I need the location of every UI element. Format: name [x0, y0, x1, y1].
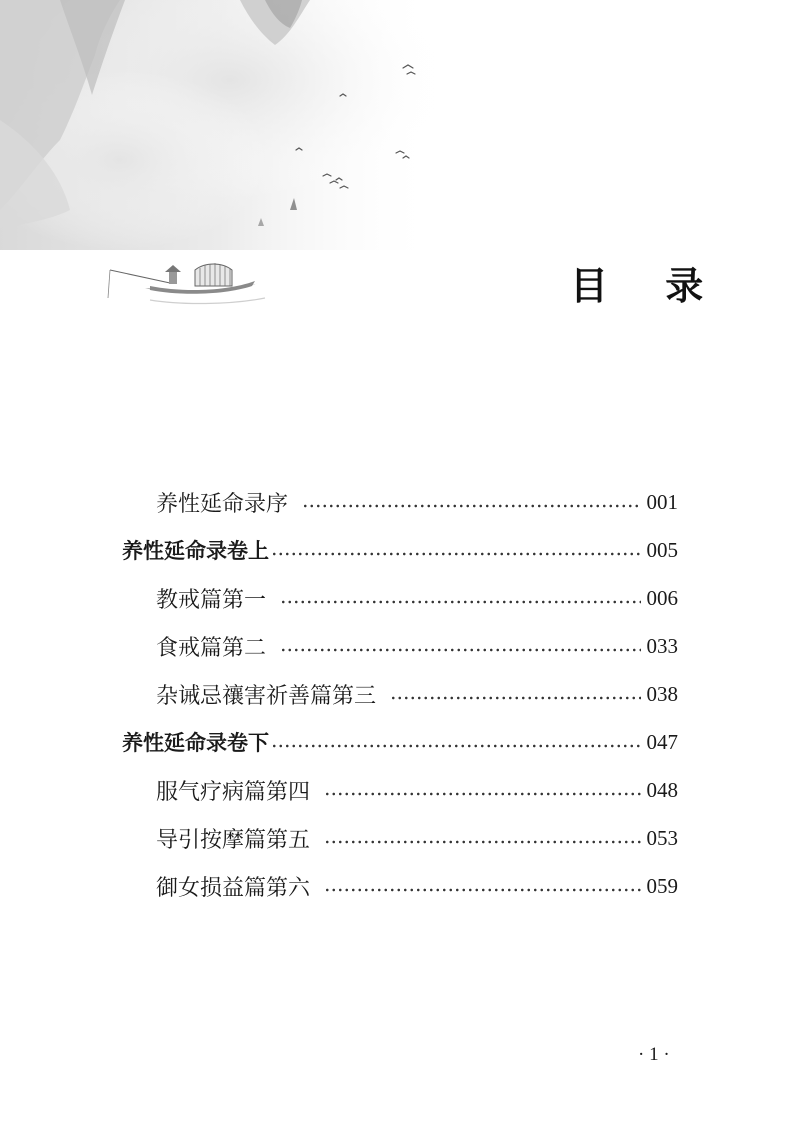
toc-entry-page: 053	[646, 825, 678, 850]
dot-leader	[280, 647, 640, 653]
dot-leader	[271, 551, 641, 557]
dot-leader	[390, 695, 640, 701]
fishing-boat-icon	[108, 263, 265, 304]
toc-entry-label: 食戒篇第二	[156, 635, 267, 661]
toc-entry-chapter-1[interactable]	[156, 574, 678, 622]
toc-entry-page: 006	[646, 585, 678, 610]
ink-landscape-illustration	[0, 0, 470, 320]
toc-entry-page: 059	[646, 873, 678, 898]
dot-leader	[302, 503, 640, 509]
toc-entry-page: 047	[646, 729, 678, 754]
page-title: 目 录	[570, 264, 726, 308]
dot-leader	[271, 743, 641, 749]
dot-leader	[324, 791, 640, 797]
toc-entry-label: 御女损益篇第六	[156, 875, 311, 901]
toc-entry-chapter-6[interactable]	[156, 862, 678, 910]
toc-entry-label: 导引按摩篇第五	[156, 827, 311, 853]
toc-entry-label: 养性延命录卷下	[122, 731, 269, 755]
toc-entry-label: 服气疗病篇第四	[156, 779, 311, 805]
toc-entry-label: 杂诫忌禳害祈善篇第三	[156, 683, 377, 709]
toc-entry-label: 教戒篇第一	[156, 587, 267, 613]
toc-entry-chapter-5[interactable]	[156, 814, 678, 862]
toc-entry-page: 038	[646, 681, 678, 706]
toc-entry-chapter-4[interactable]	[156, 766, 678, 814]
dot-leader	[280, 599, 640, 605]
toc-entry-volume-1[interactable]	[122, 526, 678, 574]
toc-entry-page: 005	[646, 537, 678, 562]
toc-entry-page: 001	[646, 489, 678, 514]
toc-entry-page: 048	[646, 777, 678, 802]
dot-leader	[324, 839, 640, 845]
page-number: · 1 ·	[638, 1044, 670, 1065]
toc-entry-chapter-2[interactable]	[156, 622, 678, 670]
toc-entry-label: 养性延命录卷上	[122, 539, 269, 563]
dot-leader	[324, 887, 640, 893]
toc-entry-preface[interactable]	[156, 478, 678, 526]
toc-entry-page: 033	[646, 633, 678, 658]
toc-entry-volume-2[interactable]	[122, 718, 678, 766]
toc-entry-label: 养性延命录序	[156, 491, 289, 517]
toc-entry-chapter-3[interactable]	[156, 670, 678, 718]
